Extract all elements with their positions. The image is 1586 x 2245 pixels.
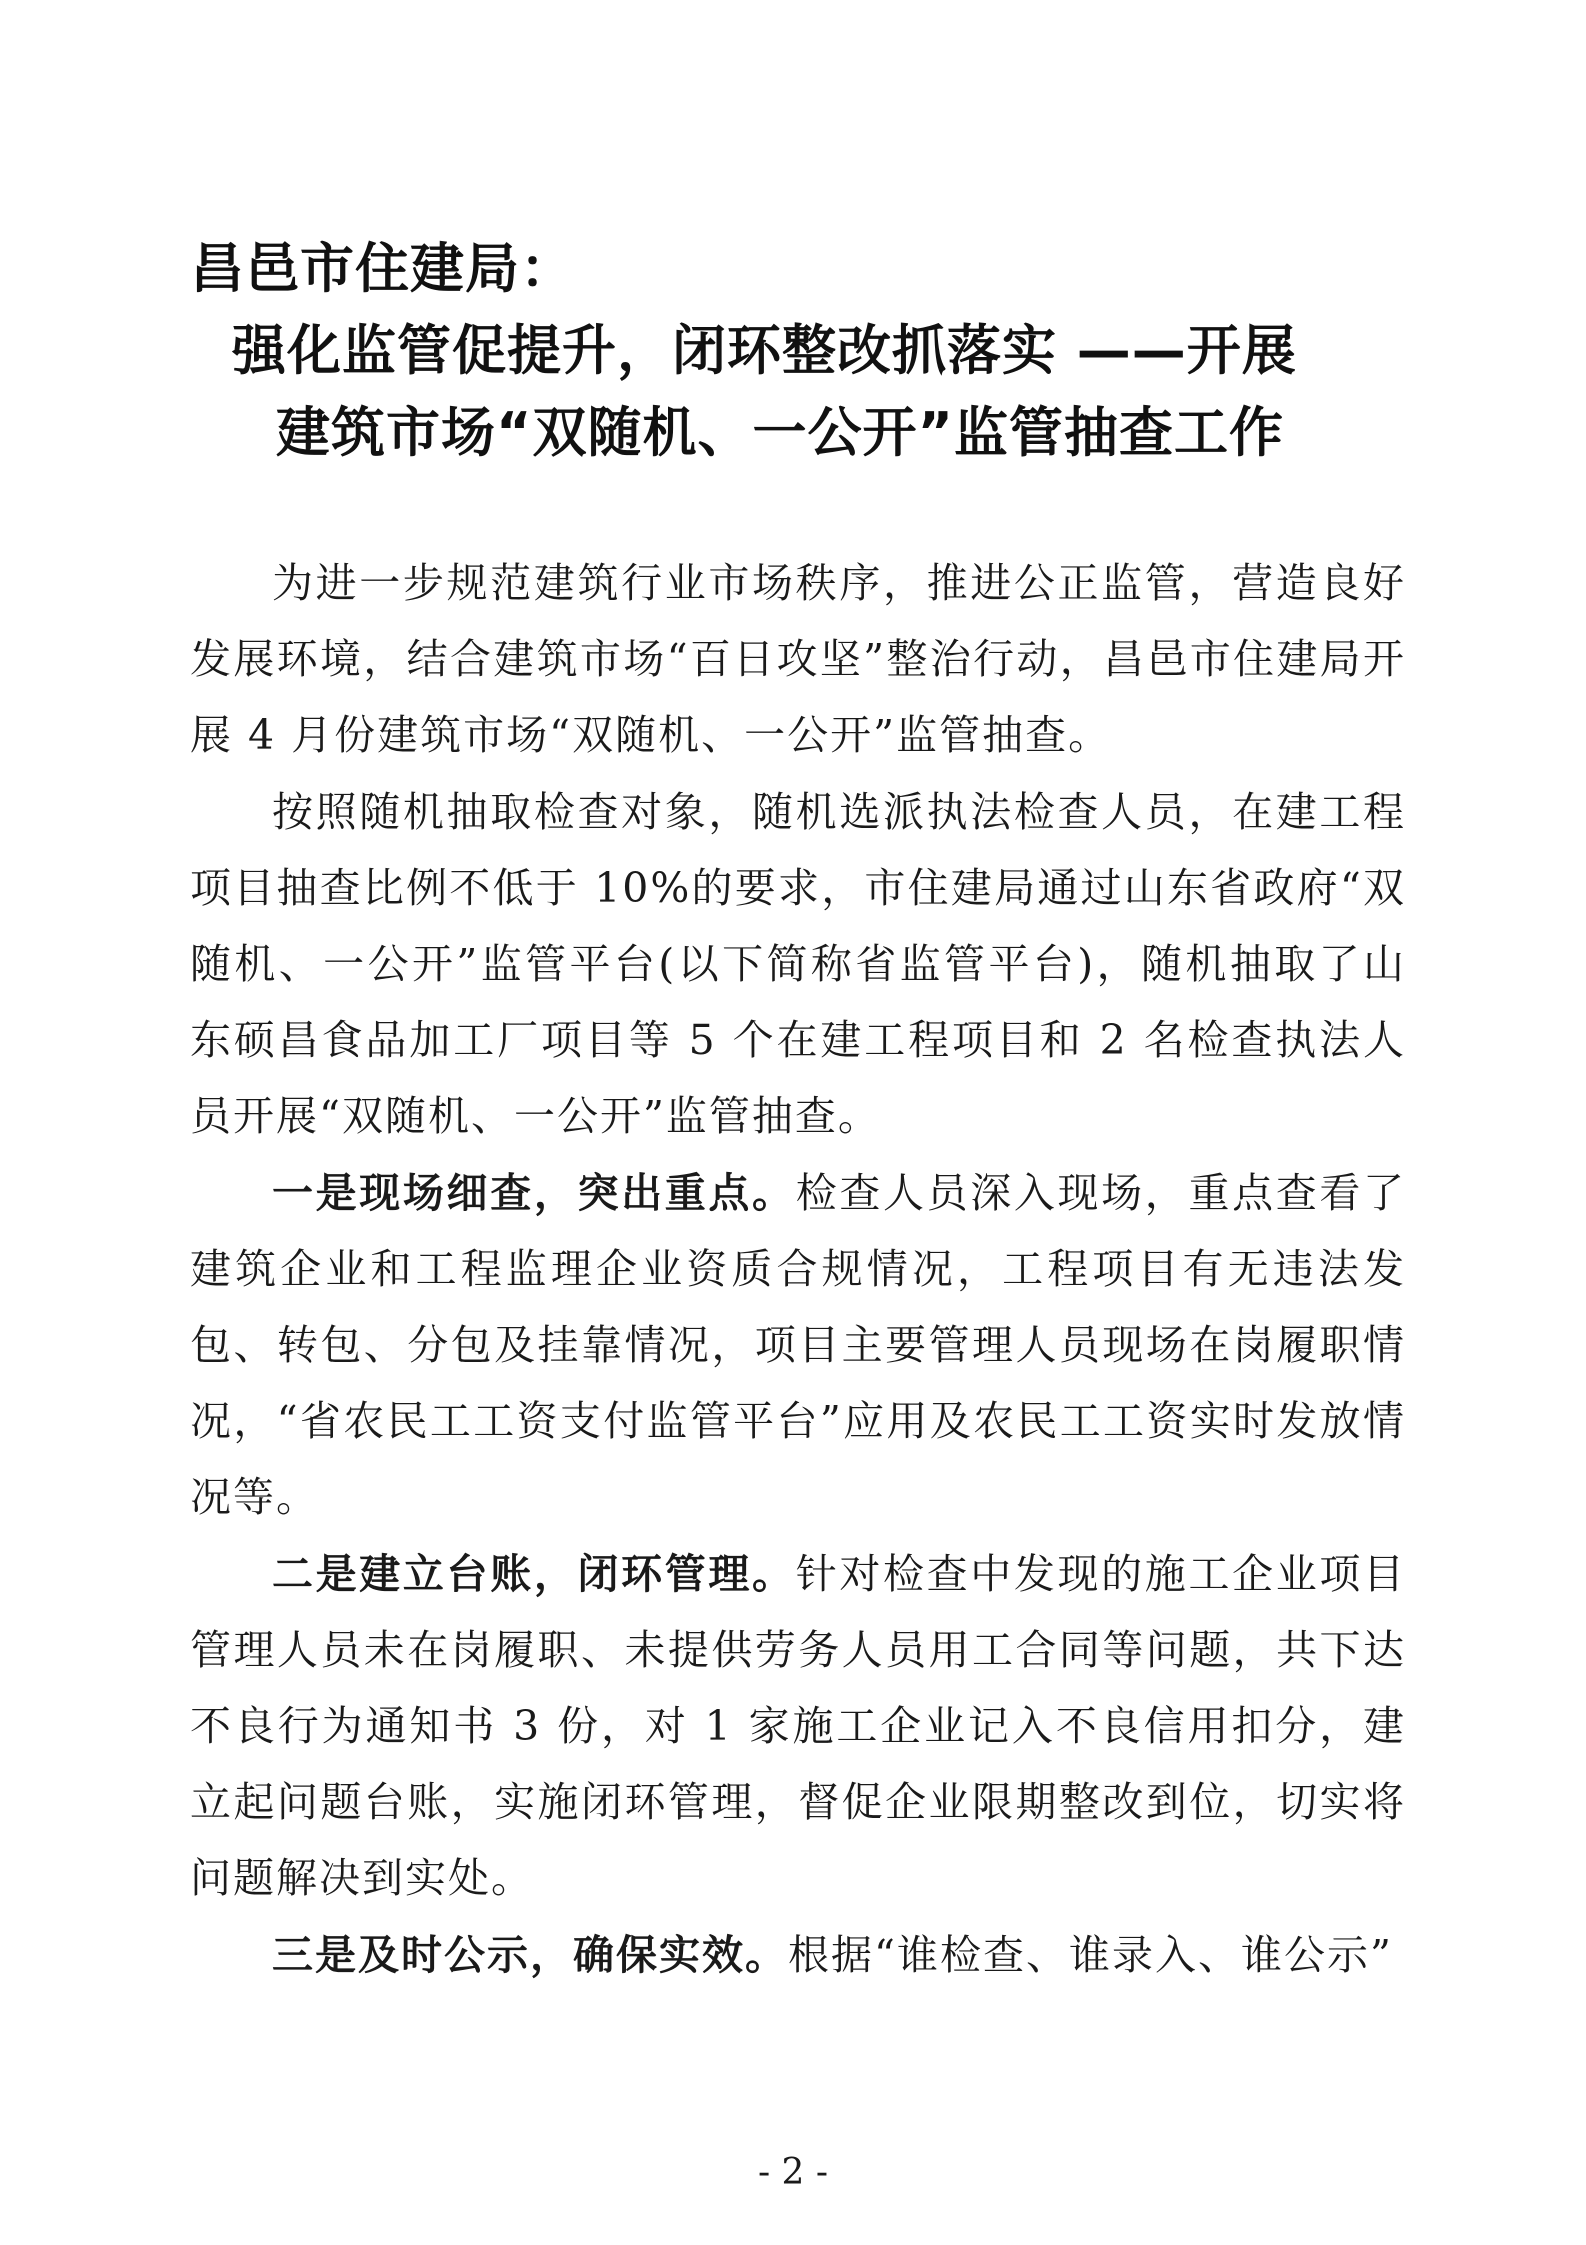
paragraph bbox=[190, 545, 1406, 774]
title-line-3: 建筑市场“双随机、一公开”监管抽查工作 bbox=[276, 401, 1284, 464]
paragraph-lead: 二是建立台账，闭环管理。 bbox=[272, 1549, 796, 1598]
paragraph-text: 根据“谁检查、谁录入、谁公示” bbox=[788, 1930, 1393, 1979]
title-line-1: 昌邑市住建局： bbox=[190, 237, 575, 300]
paragraph-lead: 一是现场细查，突出重点。 bbox=[272, 1168, 796, 1217]
article-title bbox=[190, 228, 1410, 474]
paragraph bbox=[190, 1536, 1406, 1917]
article-body bbox=[190, 545, 1406, 1993]
paragraph bbox=[190, 1917, 1406, 1993]
paragraph-text: 检查人员深入现场，重点查看了建筑企业和工程监理企业资质合规情况，工程项目有无违法发包、转包、分包及挂靠情况，项目主要管理人员现场在岗履职情况，“省农民工工资支付监管平台”应用及农民工工资实时发放情况等。 bbox=[190, 1168, 1407, 1522]
paragraph bbox=[190, 1155, 1406, 1536]
page-number: - 2 - bbox=[757, 2152, 829, 2193]
paragraph bbox=[190, 774, 1406, 1155]
paragraph-text: 为进一步规范建筑行业市场秩序，推进公正监管，营造良好发展环境，结合建筑市场“百日攻坚”整治行动，昌邑市住建局开展 4 月份建筑市场“双随机、一公开”监管抽查。 bbox=[190, 559, 1406, 760]
title-line-2: 强化监管促提升，闭环整改抓落实 ——开展 bbox=[232, 319, 1297, 382]
paragraph-text: 针对检查中发现的施工企业项目管理人员未在岗履职、未提供劳务人员用工合同等问题，共下达不良行为通知书 3 份，对 1 家施工企业记入不良信用扣分，建立起问题台账，实施闭环管理，督促企业限期整改到位，切实将问题解决到实处。 bbox=[190, 1549, 1407, 1903]
paragraph-text: 按照随机抽取检查对象，随机选派执法检查人员，在建工程项目抽查比例不低于 10%的要求，市住建局通过山东省政府“双随机、一公开”监管平台(以下简称省监管平台)，随机抽取了山东硕昌食品加工厂项目等 5 个在建工程项目和 2 名检查执法人员开展“双随机、一公开”监管抽查。 bbox=[190, 787, 1406, 1141]
paragraph-lead: 三是及时公示，确保实效。 bbox=[272, 1930, 788, 1979]
